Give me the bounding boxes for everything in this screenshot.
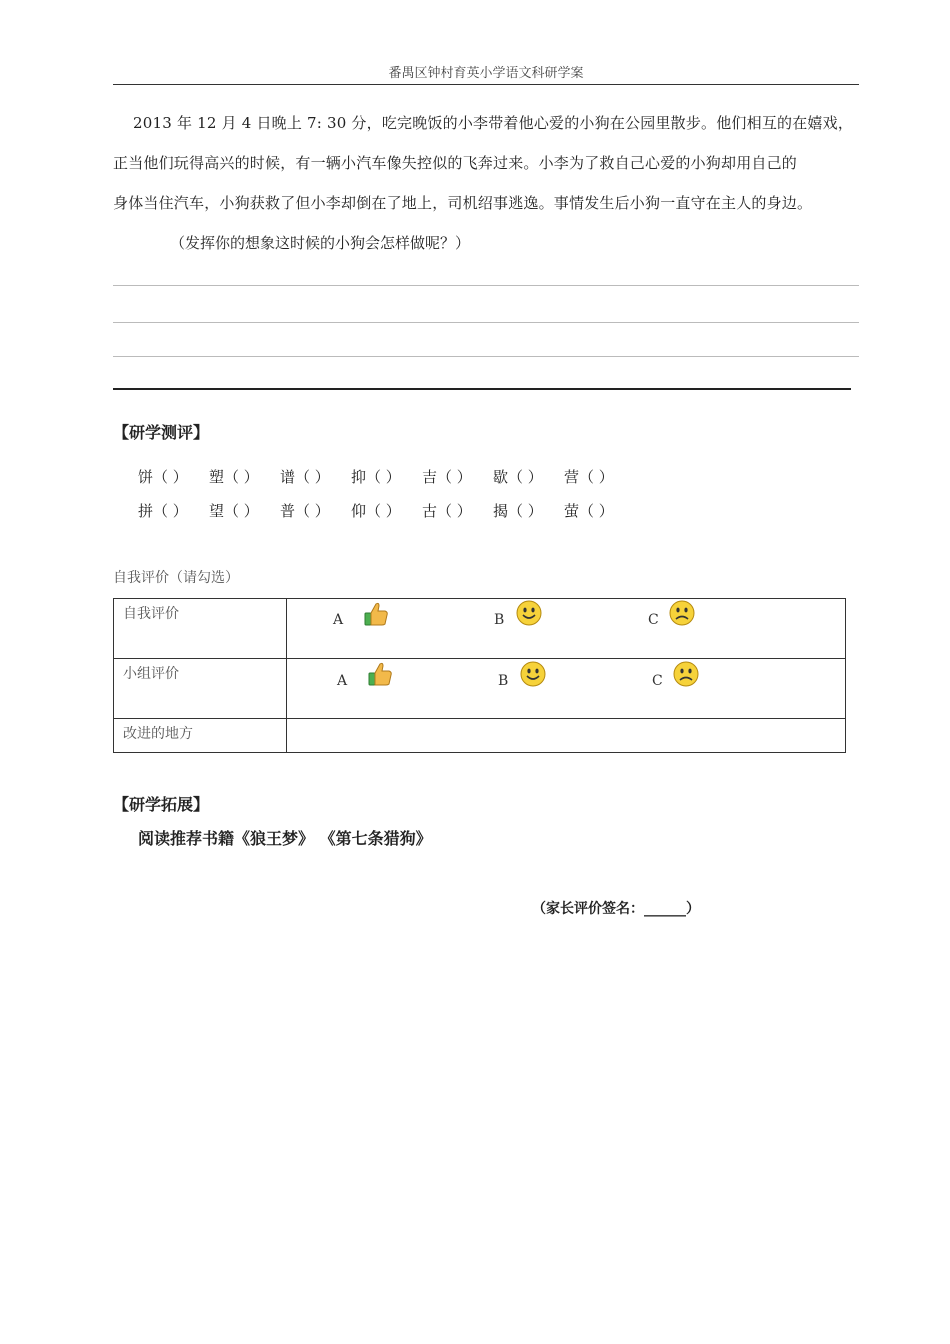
thumbs-up-icon xyxy=(362,600,390,632)
option-a-self[interactable]: A xyxy=(333,612,344,628)
char-fill-item[interactable]: 吉（ ） xyxy=(422,468,472,486)
assessment-title: 【研学测评】 xyxy=(113,423,210,442)
option-c-self[interactable]: C xyxy=(648,612,659,628)
char-fill-item[interactable]: 谱（ ） xyxy=(280,468,330,486)
char-fill-item[interactable]: 古（ ） xyxy=(422,502,472,520)
writing-line[interactable] xyxy=(113,388,851,390)
improvement-cell[interactable] xyxy=(287,719,846,753)
eval-row-label: 改进的地方 xyxy=(114,719,287,753)
option-b-self[interactable]: B xyxy=(494,612,505,628)
char-row-1 xyxy=(138,466,635,487)
char-fill-item[interactable]: 塑（ ） xyxy=(209,468,259,486)
char-row-2 xyxy=(138,500,635,521)
page-header: 番禺区钟村育英小学语文科研学案 xyxy=(113,62,859,85)
story-line: 2013 年 12 月 4 日晚上 7: 30 分，吃完晚饭的小李带着他心爱的小狗在公园里散步。他们相互的在嬉戏， xyxy=(133,114,854,132)
option-c-group[interactable]: C xyxy=(652,673,663,689)
option-b-group[interactable]: B xyxy=(498,673,509,689)
option-a-group[interactable]: A xyxy=(337,673,348,689)
writing-prompt: （发挥你的想象这时候的小狗会怎样做呢？） xyxy=(170,234,471,252)
story-paragraph xyxy=(113,103,863,223)
char-fill-item[interactable]: 抑（ ） xyxy=(351,468,401,486)
eval-row-label: 小组评价 xyxy=(114,659,287,719)
smile-icon xyxy=(519,660,547,692)
char-fill-item[interactable]: 歇（ ） xyxy=(493,468,543,486)
char-fill-item[interactable]: 揭（ ） xyxy=(493,502,543,520)
char-fill-item[interactable]: 普（ ） xyxy=(280,502,330,520)
frown-icon xyxy=(672,660,700,692)
char-fill-item[interactable]: 萤（ ） xyxy=(564,502,614,520)
char-fill-item[interactable]: 饼（ ） xyxy=(138,468,188,486)
char-fill-item[interactable]: 营（ ） xyxy=(564,468,614,486)
writing-line[interactable] xyxy=(113,356,859,357)
writing-line[interactable] xyxy=(113,322,859,323)
writing-line[interactable] xyxy=(113,285,859,286)
eval-row-label: 自我评价 xyxy=(114,599,287,659)
story-line: 正当他们玩得高兴的时候，有一辆小汽车像失控似的飞奔过来。小李为了救自己心爱的小狗却用自己的 xyxy=(113,154,798,172)
smile-icon xyxy=(515,599,543,631)
story-line: 身体当住汽车，小狗获救了但小李却倒在了地上，司机绍事逃逸。事情发生后小狗一直守在主人的身边。 xyxy=(113,194,813,212)
char-fill-item[interactable]: 拼（ ） xyxy=(138,502,188,520)
thumbs-up-icon xyxy=(366,660,394,692)
frown-icon xyxy=(668,599,696,631)
reading-recommendation: 阅读推荐书籍《狼王梦》 《第七条猎狗》 xyxy=(138,829,432,848)
evaluation-label: 自我评价（请勾选） xyxy=(113,570,239,586)
char-fill-item[interactable]: 望（ ） xyxy=(209,502,259,520)
evaluation-table xyxy=(113,598,846,753)
char-fill-item[interactable]: 仰（ ） xyxy=(351,502,401,520)
parent-signature[interactable]: （家长评价签名：______） xyxy=(532,901,700,917)
extension-title: 【研学拓展】 xyxy=(113,795,210,814)
